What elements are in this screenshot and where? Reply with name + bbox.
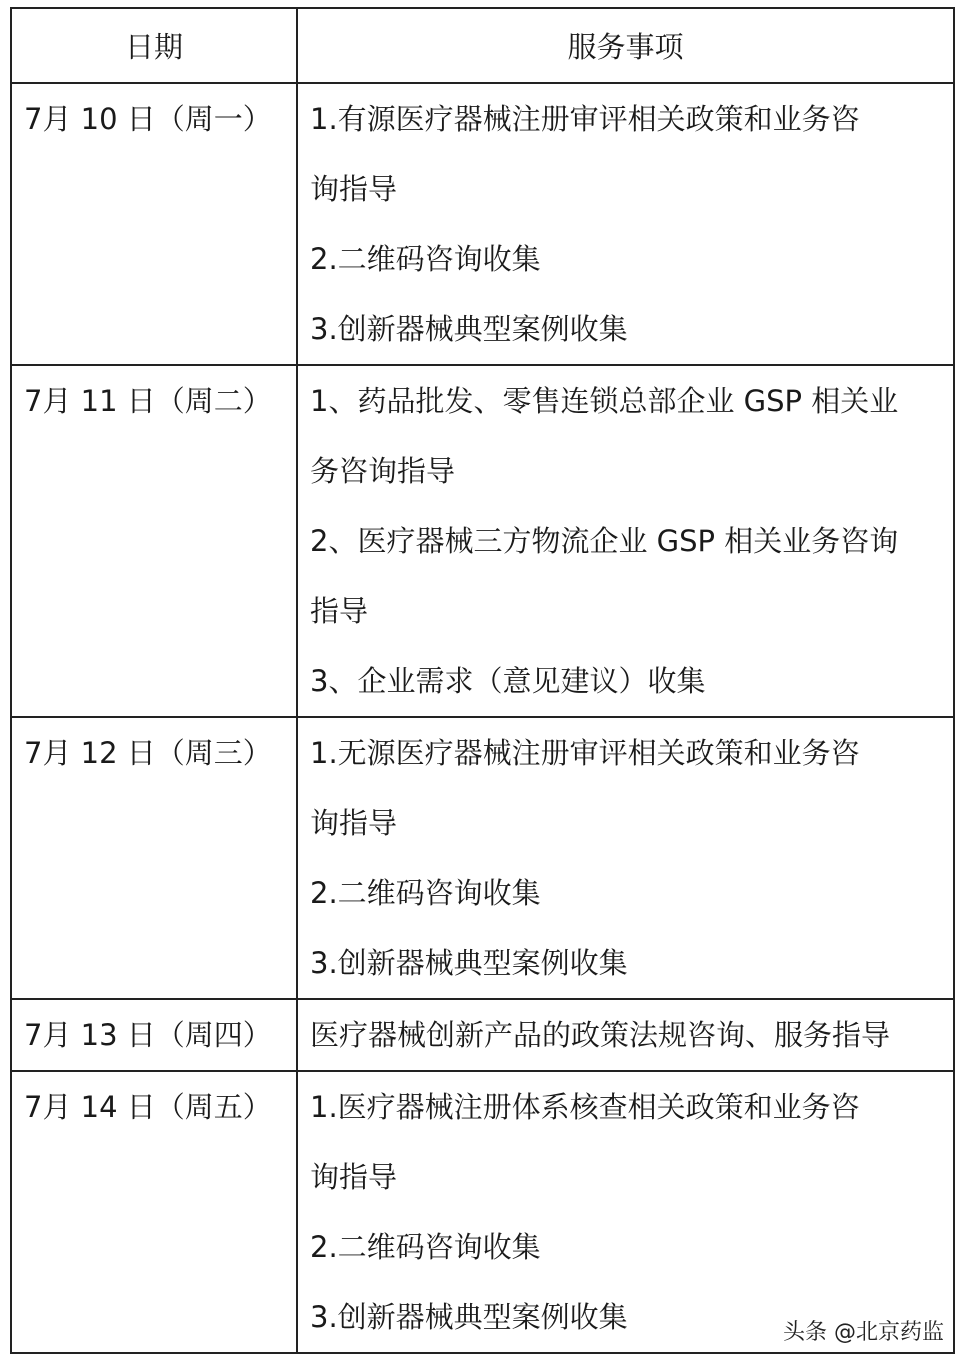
date-cell xyxy=(11,365,297,717)
header-service: 服务事项 xyxy=(297,8,954,83)
service-cell xyxy=(297,999,954,1071)
service-line: 3、企业需求（意见建议）收集 xyxy=(310,664,706,698)
table-row xyxy=(11,83,954,365)
service-cell xyxy=(297,83,954,365)
service-line: 2.二维码咨询收集 xyxy=(310,242,541,276)
service-line: 3.创新器械典型案例收集 xyxy=(310,1300,628,1334)
service-line: 2.二维码咨询收集 xyxy=(310,1230,541,1264)
service-line: 询指导 xyxy=(310,806,398,840)
service-line: 1.医疗器械注册体系核查相关政策和业务咨 xyxy=(310,1090,860,1124)
date-cell xyxy=(11,717,297,999)
service-cell xyxy=(297,365,954,717)
table-row xyxy=(11,717,954,999)
watermark: 头条 @北京药监 xyxy=(783,1320,944,1345)
service-line: 3.创新器械典型案例收集 xyxy=(310,312,628,346)
date-text: 7月 13 日（周四） xyxy=(24,1018,272,1052)
date-text: 7月 14 日（周五） xyxy=(24,1090,272,1124)
date-cell xyxy=(11,83,297,365)
service-line: 医疗器械创新产品的政策法规咨询、服务指导 xyxy=(310,1018,891,1052)
date-cell xyxy=(11,1071,297,1353)
header-date: 日期 xyxy=(11,8,297,83)
service-line: 2.二维码咨询收集 xyxy=(310,876,541,910)
date-cell xyxy=(11,999,297,1071)
service-line: 务咨询指导 xyxy=(310,454,456,488)
service-line: 2、医疗器械三方物流企业 GSP 相关业务咨询 xyxy=(310,524,899,558)
header-row xyxy=(11,8,954,83)
service-line: 指导 xyxy=(310,594,369,628)
service-line: 1.有源医疗器械注册审评相关政策和业务咨 xyxy=(310,102,860,136)
date-text: 7月 12 日（周三） xyxy=(24,736,272,770)
service-line: 3.创新器械典型案例收集 xyxy=(310,946,628,980)
date-text: 7月 11 日（周二） xyxy=(24,384,272,418)
service-line: 1.无源医疗器械注册审评相关政策和业务咨 xyxy=(310,736,860,770)
service-line: 询指导 xyxy=(310,1160,398,1194)
table-row xyxy=(11,1071,954,1353)
table-row xyxy=(11,999,954,1071)
table-row xyxy=(11,365,954,717)
service-line: 询指导 xyxy=(310,172,398,206)
service-cell xyxy=(297,717,954,999)
service-cell xyxy=(297,1071,954,1353)
service-schedule-table xyxy=(10,7,955,1354)
date-text: 7月 10 日（周一） xyxy=(24,102,272,136)
service-line: 1、药品批发、零售连锁总部企业 GSP 相关业 xyxy=(310,384,899,418)
